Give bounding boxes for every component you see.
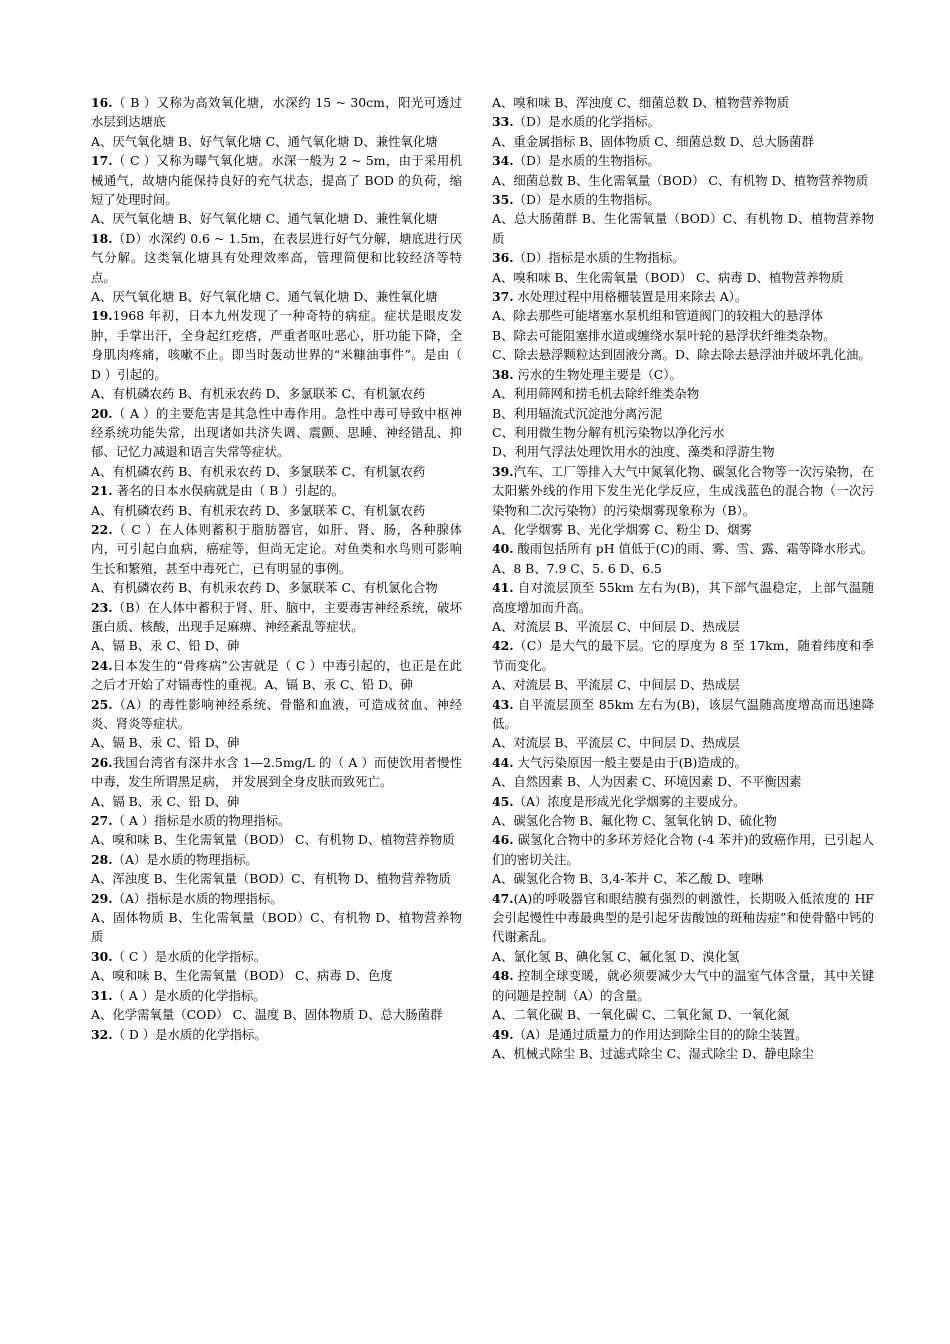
options-paragraph	[91, 869, 462, 888]
question-text: 汽车、工厂等排入大气中氮氧化物、碳氢化合物等一次污染物，在太阳紫外线的作用下发生光化学反应，生成浅蓝色的混合物（一次污染物和二次污染物）的污染烟雾现象称为（B）。	[492, 463, 874, 518]
question-paragraph	[91, 229, 462, 287]
question-paragraph	[91, 850, 462, 869]
question-text: （C）是大气的最下层。它的厚度为 8 至 17km，随着纬度和季节而变化。	[492, 638, 874, 673]
options-text: A、对流层 B、平流层 C、中间层 D、热成层	[492, 677, 740, 693]
question-number: 30.	[91, 948, 113, 964]
options-text: A、对流层 B、平流层 C、中间层 D、热成层	[492, 618, 740, 634]
question-paragraph	[492, 792, 874, 811]
options-paragraph	[91, 908, 462, 947]
options-text: A、碳氢化合物 B、氟化物 C、氢氧化钠 D、硫化物	[492, 813, 777, 829]
options-text: A、二氧化碳 B、一氧化碳 C、二氧化氮 D、一氧化氮	[492, 1007, 790, 1023]
options-text: A、嗅和味 B、浑浊度 C、细菌总数 D、植物营养物质	[492, 95, 790, 110]
question-paragraph	[91, 986, 462, 1005]
question-paragraph	[91, 947, 462, 966]
question-paragraph	[492, 1025, 874, 1044]
question-number: 25.	[91, 696, 113, 712]
options-paragraph	[91, 132, 462, 151]
question-paragraph	[91, 404, 462, 462]
question-number: 22.	[91, 521, 113, 537]
question-paragraph	[492, 365, 874, 384]
question-number: 36.	[492, 250, 514, 266]
options-text: A、有机磷农药 B、有机汞农药 D、多氯联苯 C、有机氯农药	[91, 386, 426, 402]
question-number: 42.	[492, 638, 514, 654]
options-text: A、重金属指标 B、固体物质 C、细菌总数 D、总大肠菌群	[492, 133, 814, 149]
options-paragraph	[492, 811, 874, 830]
question-text: （ A ）是水质的化学指标。	[112, 987, 266, 1003]
question-number: 45.	[492, 793, 514, 809]
options-paragraph	[492, 947, 874, 966]
question-text: （D）是水质的生物指标。	[513, 153, 660, 169]
options-paragraph	[492, 404, 874, 423]
question-number: 34.	[492, 153, 514, 169]
question-number: 38.	[492, 366, 514, 382]
question-paragraph	[492, 248, 874, 267]
options-text: A、总大肠菌群 B、生化需氧量（BOD）C、有机物 D、植物营养物质	[492, 211, 874, 246]
left-column	[91, 93, 462, 1044]
question-number: 43.	[492, 696, 514, 712]
question-text: （ C ）又称为曝气氧化塘。水深一般为 2 ~ 5m，由于采用机械通气，故塘内能保持良好的充气状态，提高了 BOD 的负荷，缩短了处理时间。	[91, 153, 462, 208]
question-text: (A)的呼吸器官和眼结膜有强烈的刺激性，长期吸入低浓度的 HF 会引起慢性中毒最典型的是引起牙齿酸蚀的斑釉齿症”和使骨骼中钙的代谢紊乱。	[492, 890, 874, 945]
question-paragraph	[91, 306, 462, 384]
options-paragraph	[91, 1005, 462, 1024]
question-text: 日本发生的“骨疼病”公害就是（ C ）中毒引起的，也正是在此之后才开始了对镉毒性的重视。A、镉 B、汞 C、铅 D、砷	[91, 657, 462, 693]
options-text: C、除去悬浮颗粒达到固液分离。D、除去除去悬浮油并破坏乳化油。	[492, 347, 871, 363]
options-paragraph	[492, 442, 874, 461]
options-paragraph	[492, 869, 874, 888]
options-paragraph	[492, 345, 874, 364]
options-text: A、除去那些可能堵塞水泵机组和管道阀门的较粗大的悬浮体	[492, 308, 824, 324]
options-text: A、镉 B、汞 C、铅 D、砷	[91, 793, 240, 809]
question-paragraph	[492, 462, 874, 520]
options-text: A、固体物质 B、生化需氧量（BOD）C、有机物 D、植物营养物质	[91, 910, 462, 945]
question-number: 19.	[91, 308, 113, 324]
question-paragraph	[91, 1025, 462, 1044]
question-number: 32.	[91, 1026, 113, 1042]
question-number: 48.	[492, 968, 514, 984]
options-text: A、化学烟雾 B、光化学烟雾 C、粉尘 D、烟雾	[492, 521, 752, 537]
options-paragraph	[492, 268, 874, 287]
options-paragraph	[91, 830, 462, 849]
question-text: 我国台湾省有深井水含 1—2.5mg/L 的（ A ）而使饮用者慢性中毒，发生所谓黑足病， 并发展到全身皮肤而致死亡。	[91, 754, 462, 790]
question-text: 水处理过程中用格栅装置是用来除去 A）。	[513, 289, 748, 305]
options-text: A、嗅和味 B、生化需氧量（BOD） C、病毒 D、植物营养物质	[492, 269, 844, 285]
question-number: 24.	[91, 657, 113, 673]
question-text: 碳氢化合物中的多环芳烃化合物 (-4 苯并)的致癌作用，已引起人们的密切关注。	[492, 832, 874, 867]
options-text: A、8 B、7.9 C、5. 6 D、6.5	[492, 560, 662, 576]
question-paragraph	[492, 578, 874, 617]
options-text: A、对流层 B、平流层 C、中间层 D、热成层	[492, 735, 740, 751]
options-paragraph	[492, 520, 874, 539]
options-paragraph	[492, 423, 874, 442]
question-text: 污水的生物处理主要是（C）。	[513, 366, 682, 382]
options-text: B、利用辐流式沉淀池分离污泥	[492, 405, 663, 421]
question-number: 33.	[492, 114, 514, 130]
question-paragraph	[91, 151, 462, 209]
options-paragraph	[91, 636, 462, 655]
question-paragraph	[492, 539, 874, 558]
question-number: 20.	[91, 405, 113, 421]
options-text: A、厌气氧化塘 B、好气氧化塘 C、通气氧化塘 D、兼性氧化塘	[91, 133, 438, 149]
question-text: （ C ）是水质的化学指标。	[112, 948, 267, 964]
question-number: 31.	[91, 987, 113, 1003]
question-number: 39.	[492, 463, 514, 479]
question-text: 1968 年初，日本九州发现了一种奇特的病症。症状是眼皮发肿，手掌出汗，全身起红疙瘩，严重者呕吐恶心，肝功能下降，全身肌肉疼痛，咳嗽不止。即当时轰动世界的“米糠油事件”。是由（ D ）引起的。	[91, 308, 462, 382]
question-text: （ D ）是水质的化学指标。	[112, 1026, 267, 1042]
options-text: D、利用气浮法处理饮用水的浊度、藻类和浮游生物	[492, 444, 775, 460]
question-paragraph	[91, 520, 462, 578]
question-paragraph	[492, 966, 874, 1005]
options-paragraph	[492, 209, 874, 248]
options-text: A、氯化氢 B、碘化氢 C、氟化氢 D、溴化氢	[492, 948, 740, 964]
question-number: 17.	[91, 153, 113, 169]
question-text: （ A ）指标是水质的物理指标。	[112, 813, 291, 829]
options-text: A、有机磷农药 B、有机汞农药 D、多氯联苯 C、有机氯农药	[91, 463, 426, 479]
question-paragraph	[91, 695, 462, 734]
options-paragraph	[492, 772, 874, 791]
options-text: A、有机磷农药 B、有机汞农药 D、多氯联苯 C、有机氯化合物	[91, 580, 438, 596]
question-number: 28.	[91, 851, 113, 867]
question-text: 大气污染原因一般主要是由于(B)造成的。	[513, 754, 747, 770]
options-paragraph	[91, 501, 462, 520]
options-text: A、厌气氧化塘 B、好气氧化塘 C、通气氧化塘 D、兼性氧化塘	[91, 289, 438, 305]
question-number: 29.	[91, 890, 113, 906]
options-paragraph	[492, 559, 874, 578]
options-paragraph	[91, 209, 462, 228]
options-paragraph	[492, 93, 874, 112]
question-number: 23.	[91, 599, 113, 615]
question-number: 21.	[91, 483, 113, 499]
question-number: 35.	[492, 192, 514, 208]
question-text: 自对流层顶至 55km 左右为(B)，其下部气温稳定，上部气温随高度增加而升高。	[492, 580, 874, 615]
question-number: 16.	[91, 95, 113, 110]
question-paragraph	[91, 598, 462, 637]
question-paragraph	[91, 656, 462, 695]
question-text: （D）水深约 0.6 ~ 1.5m，在表层进行好气分解，塘底进行厌气分解。这类氧化塘具有处理效率高，管理简便和比较经济等特点。	[91, 230, 462, 285]
right-column	[492, 93, 874, 1063]
options-text: A、厌气氧化塘 B、好气氧化塘 C、通气氧化塘 D、兼性氧化塘	[91, 211, 438, 227]
options-paragraph	[91, 966, 462, 985]
options-paragraph	[91, 792, 462, 811]
options-text: A、镉 B、汞 C、铅 D、砷	[91, 638, 240, 654]
question-paragraph	[91, 889, 462, 908]
options-paragraph	[492, 132, 874, 151]
question-text: （D）是水质的化学指标。	[513, 114, 660, 130]
question-paragraph	[492, 695, 874, 734]
question-number: 18.	[91, 230, 113, 246]
options-paragraph	[492, 675, 874, 694]
options-text: A、利用筛网和捞毛机去除纤维类杂物	[492, 386, 700, 402]
question-text: （A）浓度是形成光化学烟雾的主要成分。	[513, 793, 746, 809]
options-text: A、自然因素 B、人为因素 C、环境因素 D、不平衡因素	[492, 774, 802, 790]
question-text: （ B ）又称为高效氧化塘，水深约 15 ~ 30cm，阳光可透过水层到达塘底	[91, 95, 462, 130]
options-paragraph	[492, 306, 874, 325]
options-paragraph	[91, 733, 462, 752]
question-number: 44.	[492, 754, 514, 770]
options-paragraph	[492, 384, 874, 403]
question-text: （D）指标是水质的生物指标。	[513, 250, 685, 266]
question-paragraph	[492, 151, 874, 170]
question-paragraph	[492, 830, 874, 869]
options-text: C、利用微生物分解有机污染物以净化污水	[492, 424, 725, 440]
options-paragraph	[91, 462, 462, 481]
question-paragraph	[492, 190, 874, 209]
question-paragraph	[91, 481, 462, 500]
question-paragraph	[492, 636, 874, 675]
question-number: 41.	[492, 580, 514, 596]
options-text: A、镉 B、汞 C、铅 D、砷	[91, 735, 240, 751]
question-paragraph	[492, 889, 874, 947]
options-paragraph	[91, 384, 462, 403]
question-number: 27.	[91, 813, 113, 829]
options-text: A、嗅和味 B、生化需氧量（BOD） C、病毒 D、色度	[91, 968, 393, 984]
question-text: （ A ）的主要危害是其急性中毒作用。急性中毒可导致中枢神经系统功能失常，出现诸如共济失调、震颤、思睡、神经错乱、抑郁、记忆力减退和语言失常等症状。	[91, 405, 462, 460]
question-text: （B）在人体中蓄积于肾、肝、脑中，主要毒害神经系统，破坏蛋白质、核酸，出现手足麻痹、神经紊乱等症状。	[91, 599, 462, 634]
options-text: B、除去可能阻塞排水道或缠绕水泵叶轮的悬浮状纤维类杂物。	[492, 327, 836, 343]
question-paragraph	[91, 811, 462, 830]
options-paragraph	[492, 171, 874, 190]
question-text: （A）是通过质量力的作用达到除尘目的的除尘装置。	[513, 1026, 808, 1042]
options-paragraph	[492, 733, 874, 752]
question-text: 自平流层顶至 85km 左右为(B)，该层气温随高度增高而迅速降低。	[492, 696, 874, 731]
question-number: 47.	[492, 890, 514, 906]
question-paragraph	[91, 93, 462, 132]
question-text: （D）是水质的生物指标。	[513, 192, 660, 208]
question-paragraph	[492, 287, 874, 306]
question-text: 酸雨包括所有 pH 值低于(C)的雨、雾、雪、露、霜等降水形式。	[513, 541, 874, 557]
options-text: A、机械式除尘 B、过滤式除尘 C、湿式除尘 D、静电除尘	[492, 1045, 814, 1061]
options-text: A、有机磷农药 B、有机汞农药 D、多氯联苯 C、有机氯农药	[91, 502, 426, 518]
options-text: A、碳氢化合物 B、3,4-苯并 C、苯乙酸 D、喹啉	[492, 871, 764, 887]
question-text: 控制全球变暖，就必须要减少大气中的温室气体含量，其中关键的问题是控制（A）的含量。	[492, 968, 874, 1003]
question-text: （A）的毒性影响神经系统、骨骼和血液，可造成贫血、神经炎、肾炎等症状。	[91, 696, 462, 731]
question-number: 40.	[492, 541, 514, 557]
options-paragraph	[91, 287, 462, 306]
question-number: 26.	[91, 754, 113, 770]
question-paragraph	[492, 753, 874, 772]
question-text: （ C ）在人体则蓄积于脂肪器官，如肝、肾、肠，各种腺体内，可引起白血病，癌症等，但尚无定论。对鱼类和水鸟则可影响生长和繁殖，甚至中毒死亡，已有明显的事例。	[91, 521, 462, 576]
options-paragraph	[492, 617, 874, 636]
options-text: A、浑浊度 B、生化需氧量（BOD）C、有机物 D、植物营养物质	[91, 871, 451, 887]
options-paragraph	[492, 1005, 874, 1024]
question-text: 著名的日本水俣病就是由（ B ）引起的。	[112, 483, 345, 499]
options-text: A、化学需氧量（COD） C、温度 B、固体物质 D、总大肠菌群	[91, 1007, 443, 1023]
options-paragraph	[492, 326, 874, 345]
options-paragraph	[91, 578, 462, 597]
question-paragraph	[91, 753, 462, 792]
options-text: A、细菌总数 B、生化需氧量（BOD） C、有机物 D、植物营养物质	[492, 172, 869, 188]
question-number: 46.	[492, 832, 514, 848]
question-number: 37.	[492, 289, 514, 305]
options-paragraph	[492, 1044, 874, 1063]
question-text: （A）指标是水质的物理指标。	[112, 890, 283, 906]
options-text: A、嗅和味 B、生化需氧量（BOD） C、有机物 D、植物营养物质	[91, 832, 455, 848]
question-paragraph	[492, 112, 874, 131]
question-text: （A）是水质的物理指标。	[112, 851, 258, 867]
question-number: 49.	[492, 1026, 514, 1042]
